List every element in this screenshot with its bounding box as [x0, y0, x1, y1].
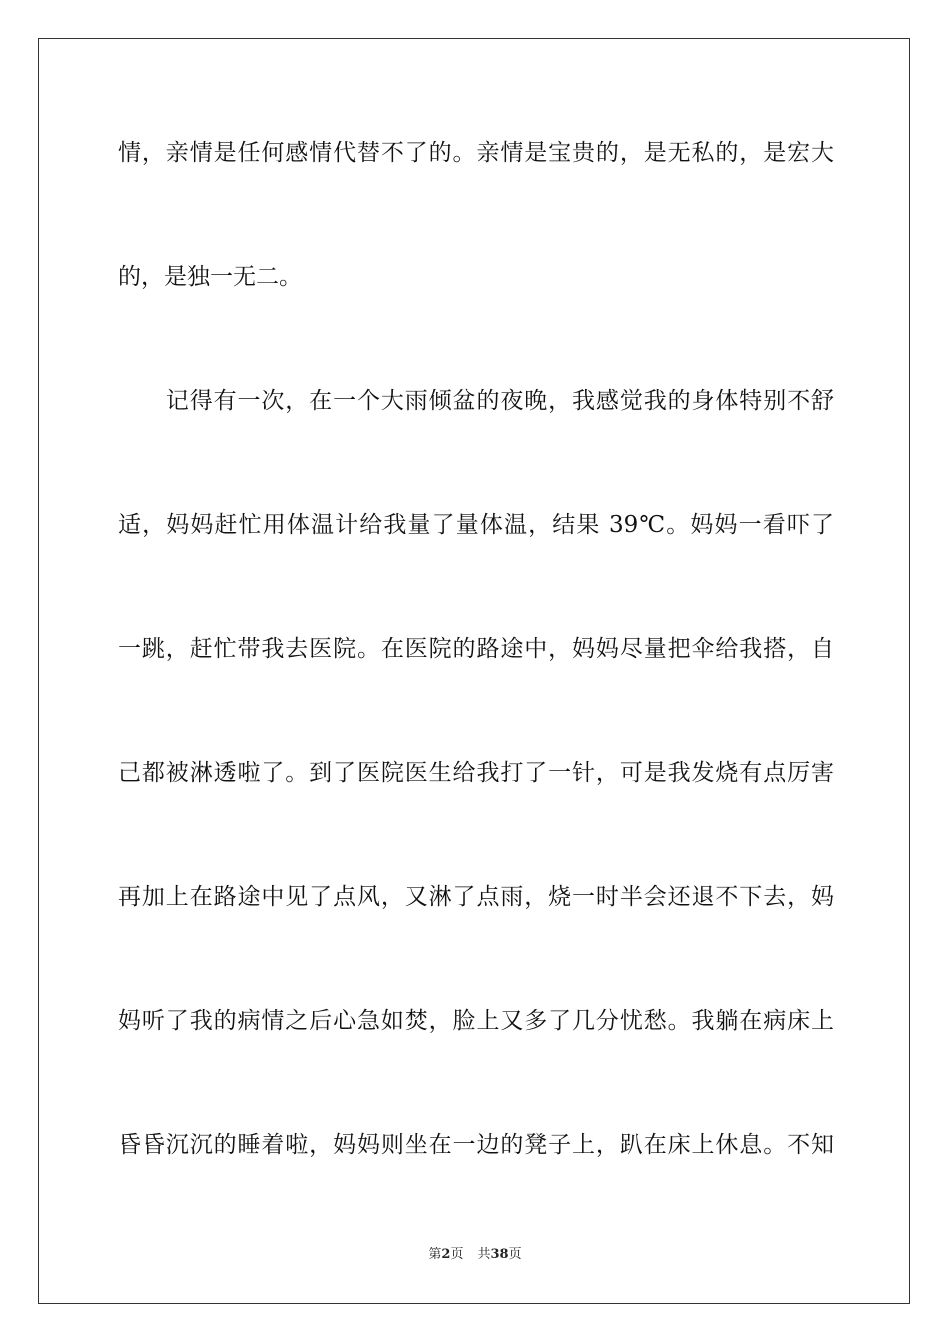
text-line-2: 的，是独一无二。 [118, 264, 302, 290]
page-footer [0, 1246, 950, 1264]
page-border [38, 38, 910, 1304]
total-prefix: 共 [477, 1247, 491, 1262]
page-prefix: 第 [428, 1247, 442, 1262]
text-line-3: 记得有一次，在一个大雨倾盆的夜晚，我感觉我的身体特别不舒 [118, 388, 834, 414]
text-line-1: 情，亲情是任何感情代替不了的。亲情是宝贵的，是无私的，是宏大 [118, 140, 834, 166]
text-line-8: 妈听了我的病情之后心急如焚，脸上又多了几分忧愁。我躺在病床上 [118, 1008, 834, 1034]
total-suffix: 页 [508, 1247, 522, 1262]
text-line-7: 再加上在路途中见了点风，又淋了点雨，烧一时半会还退不下去，妈 [118, 884, 834, 910]
page-suffix: 页 [450, 1247, 464, 1262]
text-line-4: 适，妈妈赶忙用体温计给我量了量体温，结果 39℃。妈妈一看吓了 [118, 512, 834, 538]
total-pages: 38 [490, 1247, 509, 1262]
text-line-9: 昏昏沉沉的睡着啦，妈妈则坐在一边的凳子上，趴在床上休息。不知 [118, 1132, 834, 1158]
text-line-5: 一跳，赶忙带我去医院。在医院的路途中，妈妈尽量把伞给我搭，自 [118, 636, 834, 662]
page-number: 2 [441, 1247, 451, 1262]
text-line-6: 己都被淋透啦了。到了医院医生给我打了一针，可是我发烧有点厉害 [118, 760, 834, 786]
